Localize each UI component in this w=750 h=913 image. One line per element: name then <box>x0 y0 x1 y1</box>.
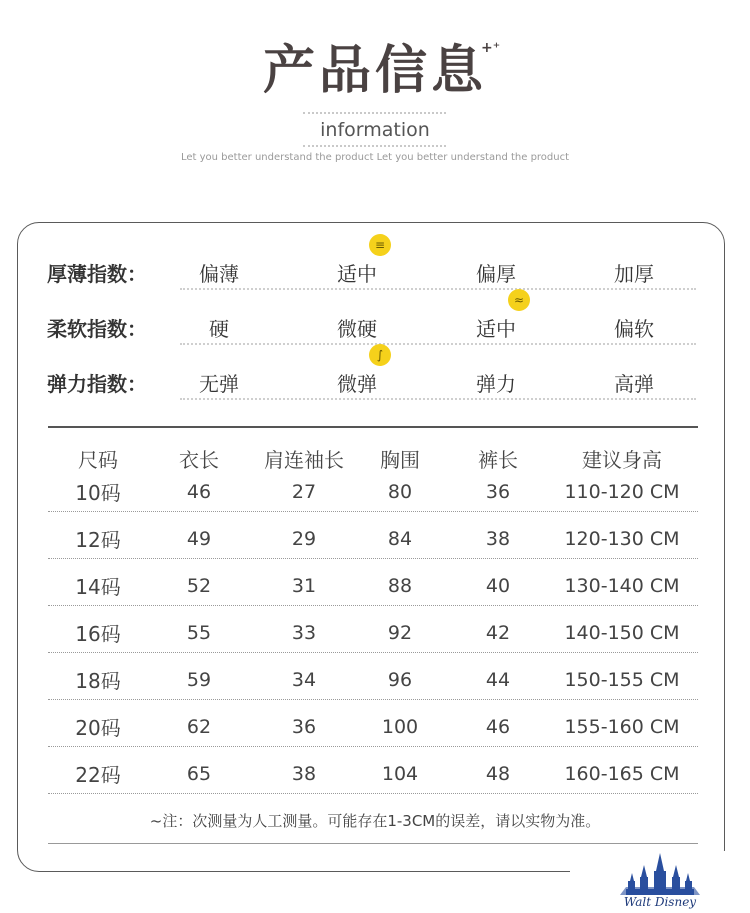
table-cell: 96 <box>387 669 413 691</box>
table-cell: 33 <box>291 622 317 644</box>
table-header-cell: 肩连袖长 <box>264 448 344 472</box>
index-label: 厚薄指数： <box>47 262 147 286</box>
index-option: 适中 <box>476 317 516 341</box>
section-subtitle: information <box>320 119 430 141</box>
table-cell: 62 <box>186 716 212 738</box>
table-cell: 84 <box>387 528 413 550</box>
table-cell: 48 <box>485 763 511 785</box>
table-cell: 160-165 CM <box>564 763 680 785</box>
card-bottom-rule <box>48 843 698 844</box>
logo-wordmark: Walt Disney <box>623 895 697 909</box>
table-cell: 12码 <box>75 528 121 552</box>
table-cell: 100 <box>381 716 419 738</box>
table-cell: 18码 <box>75 669 121 693</box>
table-cell: 52 <box>186 575 212 597</box>
index-option: 高弹 <box>614 372 654 396</box>
table-cell: 155-160 CM <box>564 716 680 738</box>
table-cell: 42 <box>485 622 511 644</box>
table-cell: 80 <box>387 481 413 503</box>
page-title: 产品信息 <box>262 41 487 101</box>
table-cell: 59 <box>186 669 212 691</box>
index-option: 微弹 <box>337 372 377 396</box>
table-cell: 130-140 CM <box>564 575 680 597</box>
table-cell: 150-155 CM <box>564 669 680 691</box>
table-cell: 140-150 CM <box>564 622 680 644</box>
index-option: 偏薄 <box>199 262 239 286</box>
title-divider-bottom <box>303 145 446 147</box>
table-cell: 38 <box>291 763 317 785</box>
table-cell: 10码 <box>75 481 121 505</box>
table-cell: 29 <box>291 528 317 550</box>
index-option: 偏厚 <box>476 262 516 286</box>
table-header-cell: 尺码 <box>78 448 118 472</box>
castle-logo-icon <box>570 851 750 909</box>
table-cell: 20码 <box>75 716 121 740</box>
index-option: 无弹 <box>199 372 239 396</box>
index-label: 柔软指数： <box>47 317 147 341</box>
table-cell: 49 <box>186 528 212 550</box>
table-row-divider <box>48 605 698 606</box>
table-cell: 110-120 CM <box>564 481 680 503</box>
table-row-divider <box>48 558 698 559</box>
table-cell: 38 <box>485 528 511 550</box>
index-label: 弹力指数： <box>47 372 147 396</box>
table-cell: 120-130 CM <box>564 528 680 550</box>
sparkle-icon: +⁺ <box>481 40 501 56</box>
table-row-divider <box>48 746 698 747</box>
index-row-divider <box>180 398 696 400</box>
table-cell: 31 <box>291 575 317 597</box>
table-cell: 92 <box>387 622 413 644</box>
index-option: 硬 <box>209 317 229 341</box>
table-header-cell: 裤长 <box>478 448 518 472</box>
table-cell: 36 <box>485 481 511 503</box>
table-row-divider <box>48 699 698 700</box>
table-row-divider <box>48 793 698 794</box>
index-option: 偏软 <box>614 317 654 341</box>
table-row-divider <box>48 652 698 653</box>
table-cell: 104 <box>381 763 419 785</box>
index-option: 微硬 <box>337 317 377 341</box>
table-header-cell: 建议身高 <box>582 448 662 472</box>
table-cell: 65 <box>186 763 212 785</box>
table-cell: 22码 <box>75 763 121 787</box>
table-row-divider <box>48 511 698 512</box>
index-option: 弹力 <box>476 372 516 396</box>
table-cell: 55 <box>186 622 212 644</box>
table-cell: 36 <box>291 716 317 738</box>
table-header-cell: 衣长 <box>179 448 219 472</box>
table-cell: 46 <box>485 716 511 738</box>
selected-marker-icon: ∫ <box>369 344 391 366</box>
index-option: 加厚 <box>614 262 654 286</box>
index-option: 适中 <box>337 262 377 286</box>
table-cell: 14码 <box>75 575 121 599</box>
table-cell: 40 <box>485 575 511 597</box>
index-row-divider <box>180 288 696 290</box>
table-cell: 27 <box>291 481 317 503</box>
table-top-rule <box>48 426 698 428</box>
disney-logo <box>570 851 750 909</box>
table-cell: 16码 <box>75 622 121 646</box>
selected-marker-icon: ≡ <box>369 234 391 256</box>
title-divider-top <box>303 112 446 114</box>
index-row-divider <box>180 343 696 345</box>
table-cell: 46 <box>186 481 212 503</box>
table-cell: 88 <box>387 575 413 597</box>
table-cell: 34 <box>291 669 317 691</box>
selected-marker-icon: ≈ <box>508 289 530 311</box>
section-tagline: Let you better understand the product Let you better understand the product <box>180 152 570 163</box>
table-cell: 44 <box>485 669 511 691</box>
table-header-cell: 胸围 <box>380 448 420 472</box>
measurement-note: ~注：次测量为人工测量。可能存在1-3CM的误差，请以实物为准。 <box>149 812 601 830</box>
